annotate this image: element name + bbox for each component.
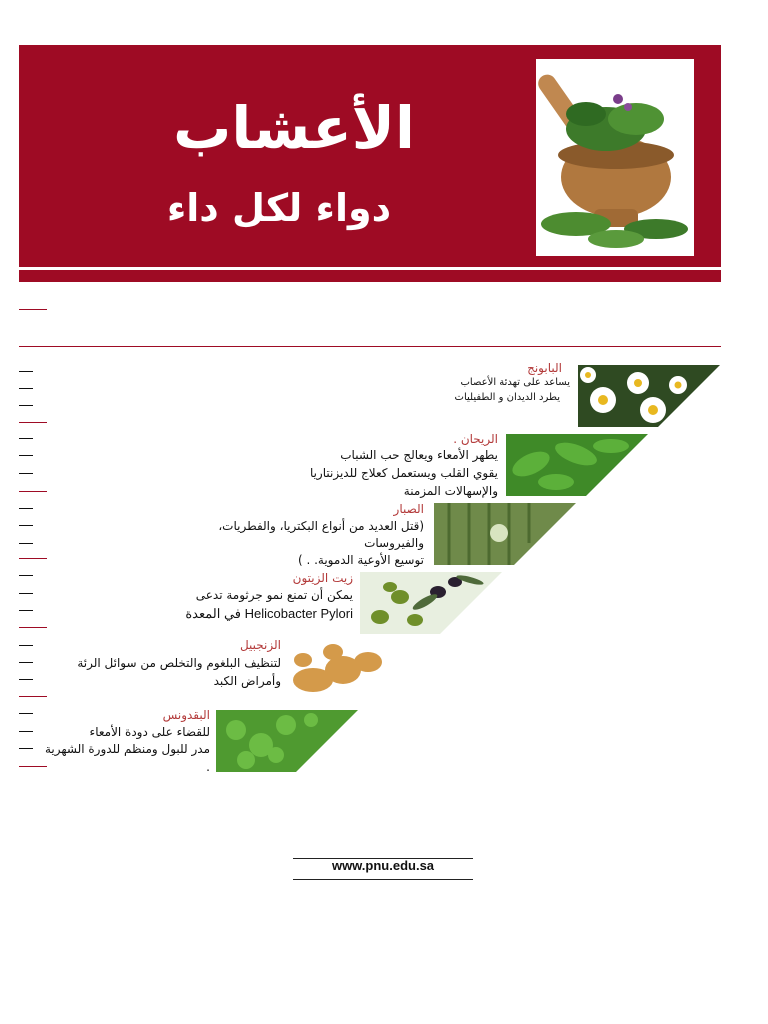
margin-tick <box>19 679 33 680</box>
red-dash-divider <box>19 627 47 628</box>
red-dash-divider <box>19 696 47 697</box>
margin-tick <box>19 371 33 372</box>
herb-benefit: مدر للبول ومنظم للدورة الشهرية <box>44 742 210 756</box>
herb-benefit: والإسهالات المزمنة <box>403 484 498 498</box>
red-dash-divider <box>19 491 47 492</box>
page-subtitle: دواء لكل داء <box>166 186 392 230</box>
section-rule <box>19 346 721 347</box>
margin-tick <box>19 455 33 456</box>
margin-tick <box>19 525 33 526</box>
red-dash-divider <box>19 422 47 423</box>
margin-tick <box>19 405 33 406</box>
margin-tick <box>19 748 33 749</box>
parsley-leaves-icon <box>216 710 358 772</box>
margin-tick <box>19 713 33 714</box>
ginger-root-icon <box>288 640 430 702</box>
herb-name: الصبار <box>393 502 424 516</box>
margin-tick <box>19 593 33 594</box>
herb-benefit: يقوي القلب ويستعمل كعلاج للديزنتاريا <box>309 466 498 480</box>
red-dash-divider <box>19 309 47 310</box>
margin-tick <box>19 645 33 646</box>
mortar-pestle-herbs-icon <box>536 59 694 256</box>
margin-tick <box>19 543 33 544</box>
banner-underline-bar <box>19 270 721 282</box>
header-banner <box>19 45 721 267</box>
herb-benefit: للقضاء على دودة الأمعاء <box>89 725 210 739</box>
margin-tick <box>19 731 33 732</box>
herb-name: الزنجبيل <box>239 638 281 652</box>
chamomile-flowers-icon <box>578 365 720 427</box>
herb-benefit: . <box>206 760 210 774</box>
herb-benefit: يطهر الأمعاء ويعالج حب الشباب <box>340 448 498 462</box>
herb-name: البقدونس <box>162 708 210 722</box>
page-title: الأعشاب <box>173 94 415 162</box>
red-dash-divider <box>19 766 47 767</box>
margin-tick <box>19 662 33 663</box>
olives-branch-icon <box>360 572 502 634</box>
footer-rule-bottom <box>293 879 473 880</box>
margin-tick <box>19 438 33 439</box>
margin-tick <box>19 508 33 509</box>
margin-tick <box>19 473 33 474</box>
herb-benefit: توسيع الأوعية الدموية. . ) <box>297 553 424 567</box>
herb-name: زيت الزيتون <box>292 571 353 585</box>
herb-benefit: يمكن أن تمنع نمو جرثومة تدعى <box>195 588 353 602</box>
herb-benefit: والفيروسات <box>364 536 424 550</box>
herb-benefit: وأمراض الكبد <box>213 674 281 688</box>
herb-name: الريحان . <box>453 432 498 446</box>
herb-benefit: Helicobacter Pylori في المعدة <box>185 606 353 621</box>
aloe-cactus-icon <box>434 503 576 565</box>
red-dash-divider <box>19 558 47 559</box>
margin-tick <box>19 575 33 576</box>
margin-tick <box>19 610 33 611</box>
basil-leaves-icon <box>506 434 648 496</box>
margin-tick <box>19 388 33 389</box>
footer-website-link[interactable]: www.pnu.edu.sa <box>331 858 435 873</box>
herb-benefit: (قتل العديد من أنواع البكتريا، والفطريات، <box>218 519 424 533</box>
herb-benefit: يساعد على تهدئة الأعصاب <box>460 377 570 388</box>
herb-name: البابونج <box>527 361 562 375</box>
herb-benefit: يطرد الديدان و الطفيليات <box>454 392 560 403</box>
herb-benefit: لتنظيف البلغوم والتخلص من سوائل الرئة <box>77 656 281 670</box>
